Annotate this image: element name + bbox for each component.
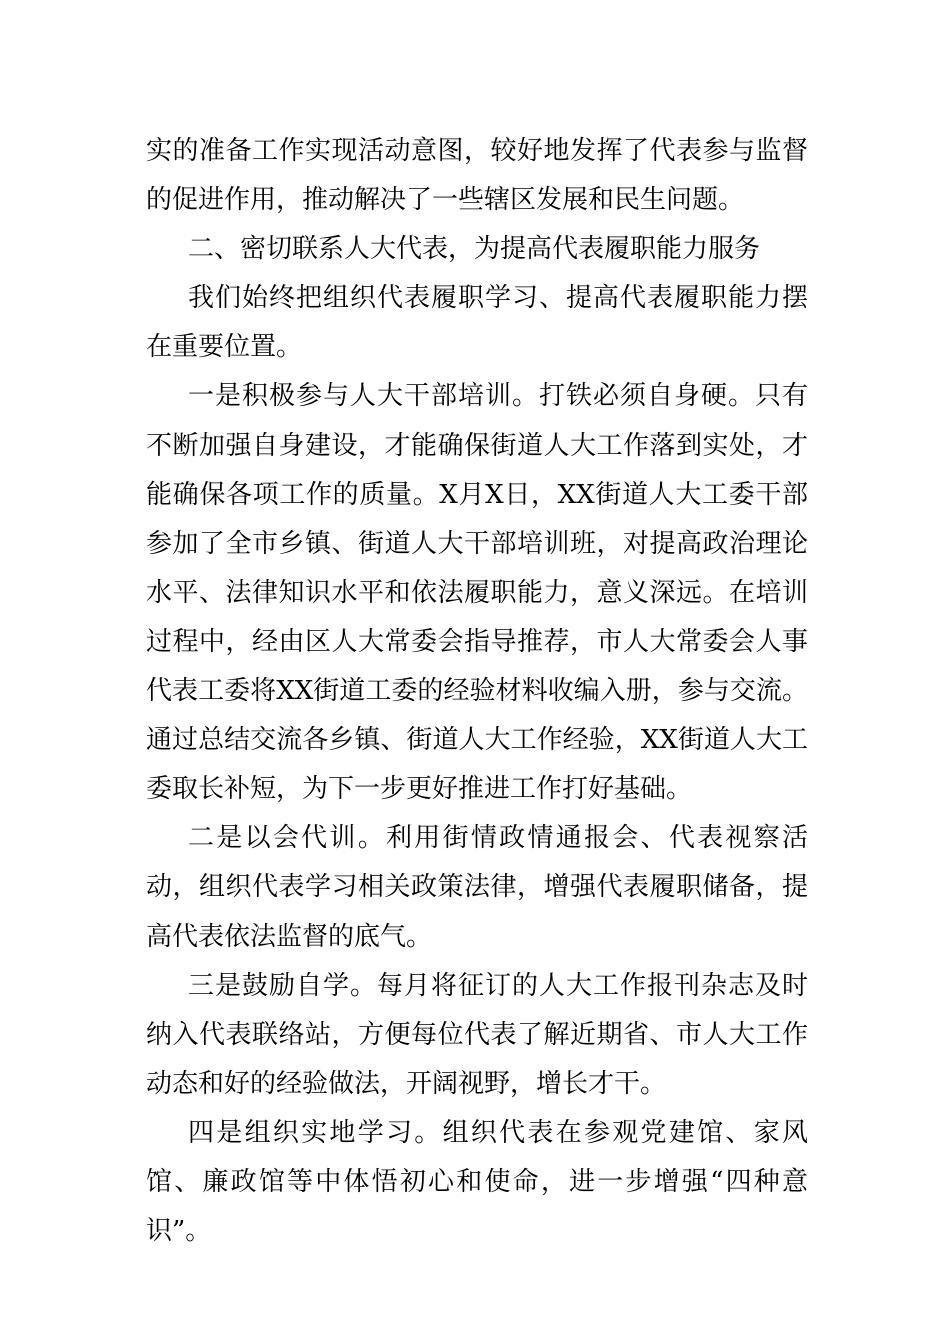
paragraph: 四是组织实地学习。组织代表在参观党建馆、家风馆、廉政馆等中体悟初心和使命，进一步增强“四种意识”。 bbox=[146, 1117, 808, 1247]
document-body bbox=[146, 127, 808, 1256]
section-heading: 二、密切联系人大代表，为提高代表履职能力服务 bbox=[188, 234, 761, 265]
paragraph: 一是积极参与人大干部培训。打铁必须自身硬。只有不断加强自身建设，才能确保街道人大工作落到实处，才能确保各项工作的质量。X月X日，XX街道人大工委干部参加了全市乡镇、街道人大干部培训班，对提高政治理论水平、法律知识水平和依法履职能力，意义深远。在培训过程中，经由区人大常委会指导推荐，市人大常委会人事代表工委将XX街道工委的经验材料收编入册，参与交流。通过总结交流各乡镇、街道人大工作经验，XX街道人大工委取长补短，为下一步更好推进工作打好基础。 bbox=[146, 381, 808, 805]
paragraph: 我们始终把组织代表履职学习、提高代表履职能力摆在重要位置。 bbox=[146, 283, 808, 363]
paragraph-continuation: 实的准备工作实现活动意图，较好地发挥了代表参与监督的促进作用，推动解决了一些辖区发展和民生问题。 bbox=[146, 136, 808, 216]
paragraph: 二是以会代训。利用街情政情通报会、代表视察活动，组织代表学习相关政策法律，增强代表履职储备，提高代表依法监督的底气。 bbox=[146, 823, 808, 952]
paragraph: 三是鼓励自学。每月将征订的人大工作报刊杂志及时纳入代表联络站，方便每位代表了解近期省、市人大工作动态和好的经验做法，开阔视野，增长才干。 bbox=[146, 970, 808, 1099]
